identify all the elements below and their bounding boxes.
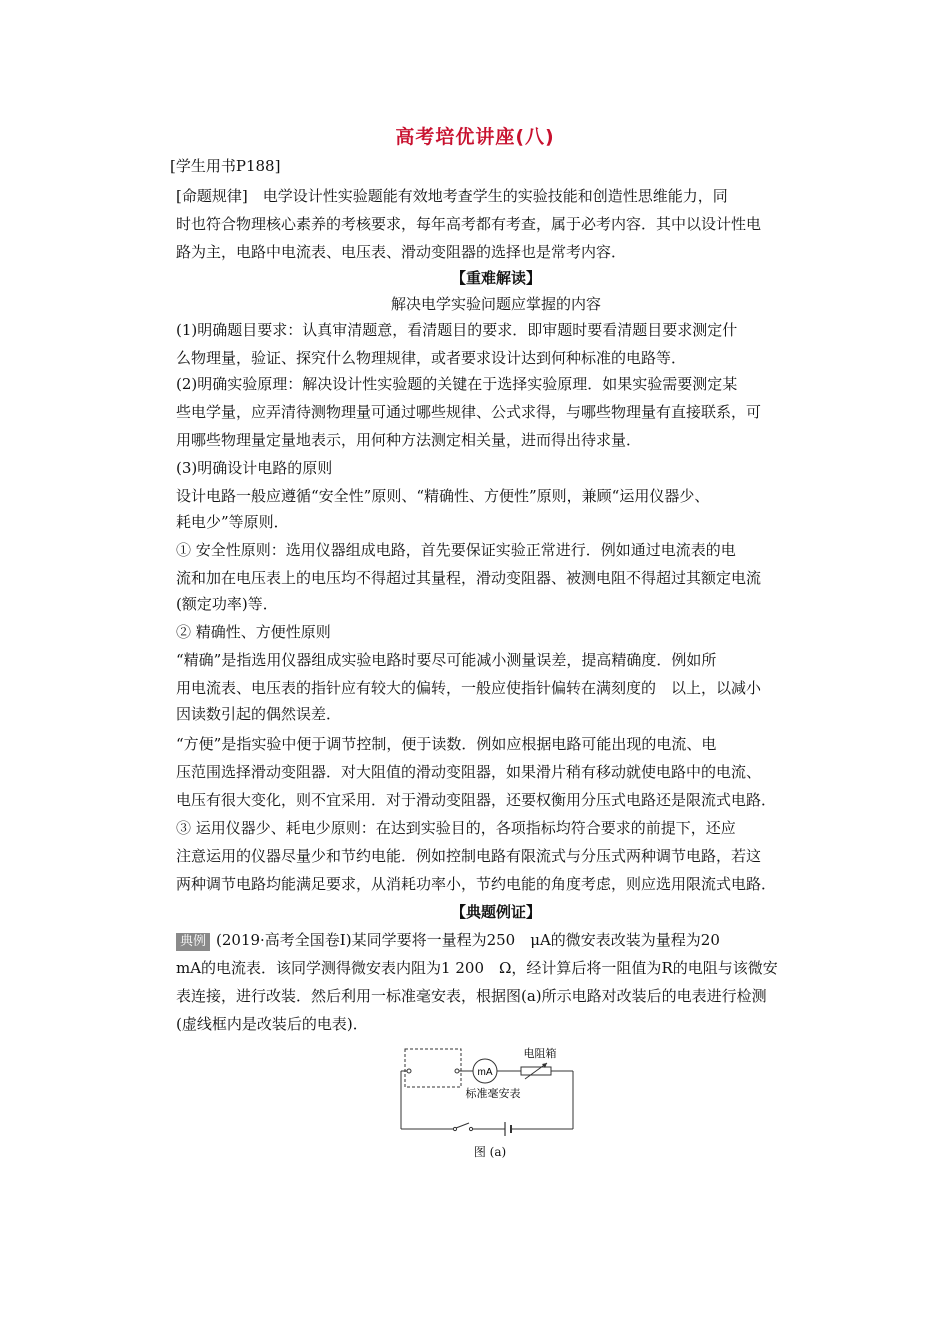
body-line: 用哪些物理量定量地表示，用何种方法测定相关量，进而得出待求量．	[176, 431, 642, 449]
section-subheading: 解决电学实验问题应掌握的内容	[390, 295, 601, 313]
body-line: (3)明确设计电路的原则	[176, 459, 333, 477]
body-line: (额定功率)等．	[176, 595, 278, 613]
section-heading-example: 【典题例证】	[450, 903, 541, 921]
body-line: (2)明确实验原理：解决设计性实验题的关键在于选择实验原理．如果实验需要测定某	[176, 375, 738, 393]
intro-line-2: 时也符合物理核心素养的考核要求，每年高考都有考查，属于必考内容．其中以设计性电	[176, 215, 762, 233]
body-line: ① 安全性原则：选用仪器组成电路，首先要保证实验正常进行．例如通过电流表的电	[176, 541, 736, 559]
section-heading-difficulties: 【重难解读】	[450, 269, 541, 287]
body-line: 些电学量，应弄清待测物理量可通过哪些规律、公式求得，与哪些物理量有直接联系，可	[176, 403, 762, 421]
book-reference: [学生用书P188]	[170, 157, 281, 175]
body-line: 设计电路一般应遵循“安全性”原则、“精确性、方便性”原则，兼顾“运用仪器少、	[176, 487, 710, 505]
example-line-1	[176, 930, 816, 951]
modified-meter-box	[405, 1049, 461, 1087]
intro-line-1: [命题规律] 电学设计性实验题能有效地考查学生的实验技能和创造性思维能力，同	[176, 187, 728, 205]
figure-caption: 图 (a)	[473, 1145, 507, 1159]
body-line: ② 精确性、方便性原则	[176, 623, 331, 641]
body-line: 因读数引起的偶然误差．	[176, 705, 342, 723]
intro-line-3: 路为主，电路中电流表、电压表、滑动变阻器的选择也是常考内容．	[176, 243, 627, 261]
meter-label: mA	[477, 1067, 493, 1078]
body-line: 耗电少”等原则．	[176, 513, 289, 531]
body-line: 两种调节电路均能满足要求，从消耗功率小，节约电能的角度考虑，则应选用限流式电路．	[176, 875, 777, 893]
body-line: ③ 运用仪器少、耗电少原则：在达到实验目的，各项指标均符合要求的前提下，还应	[176, 819, 736, 837]
terminal-left	[407, 1069, 411, 1073]
example-line-4: (虚线框内是改装后的电表)．	[176, 1015, 368, 1033]
body-line: 电压有很大变化，则不宜采用．对于滑动变阻器，还要权衡用分压式电路还是限流式电路．	[176, 791, 777, 809]
body-line: “方便”是指实验中便于调节控制，便于读数．例如应根据电路可能出现的电流、电	[176, 735, 717, 753]
body-line: 流和加在电压表上的电压均不得超过其量程，滑动变阻器、被测电阻不得超过其额定电流	[176, 569, 762, 587]
switch-lever	[456, 1123, 469, 1128]
example-text: (2019·高考全国卷Ⅰ)某同学要将一量程为250 μA的微安表改装为量程为20	[216, 931, 720, 949]
body-line: 么物理量，验证、探究什么物理规律，或者要求设计达到何种标准的电路等．	[176, 349, 687, 367]
page-title: 高考培优讲座(八)	[395, 126, 555, 148]
circuit-diagram	[395, 1045, 585, 1145]
body-line: 用电流表、电压表的指针应有较大的偏转，一般应使指针偏转在满刻度的 以上，以减小	[176, 679, 762, 697]
example-line-2: mA的电流表．该同学测得微安表内阻为1 200 Ω，经计算后将一阻值为R的电阻与该微安	[176, 959, 778, 977]
body-line: 注意运用的仪器尽量少和节约电能．例如控制电路有限流式与分压式两种调节电路，若这	[176, 847, 762, 865]
example-line-3: 表连接，进行改装．然后利用一标准毫安表，根据图(a)所示电路对改装后的电表进行检测	[176, 987, 767, 1005]
body-line: 压范围选择滑动变阻器．对大阻值的滑动变阻器，如果滑片稍有移动就使电路中的电流、	[176, 763, 762, 781]
body-line: (1)明确题目要求：认真审清题意，看清题目的要求．即审题时要看清题目要求测定什	[176, 321, 738, 339]
example-tag: 典例	[176, 933, 210, 951]
switch-contact	[469, 1127, 472, 1130]
meter-name-label: 标准毫安表	[465, 1087, 521, 1100]
body-line: “精确”是指选用仪器组成实验电路时要尽可能减小测量误差，提高精确度．例如所	[176, 651, 717, 669]
resistance-box-label: 电阻箱	[523, 1047, 557, 1060]
terminal-right	[455, 1069, 459, 1073]
